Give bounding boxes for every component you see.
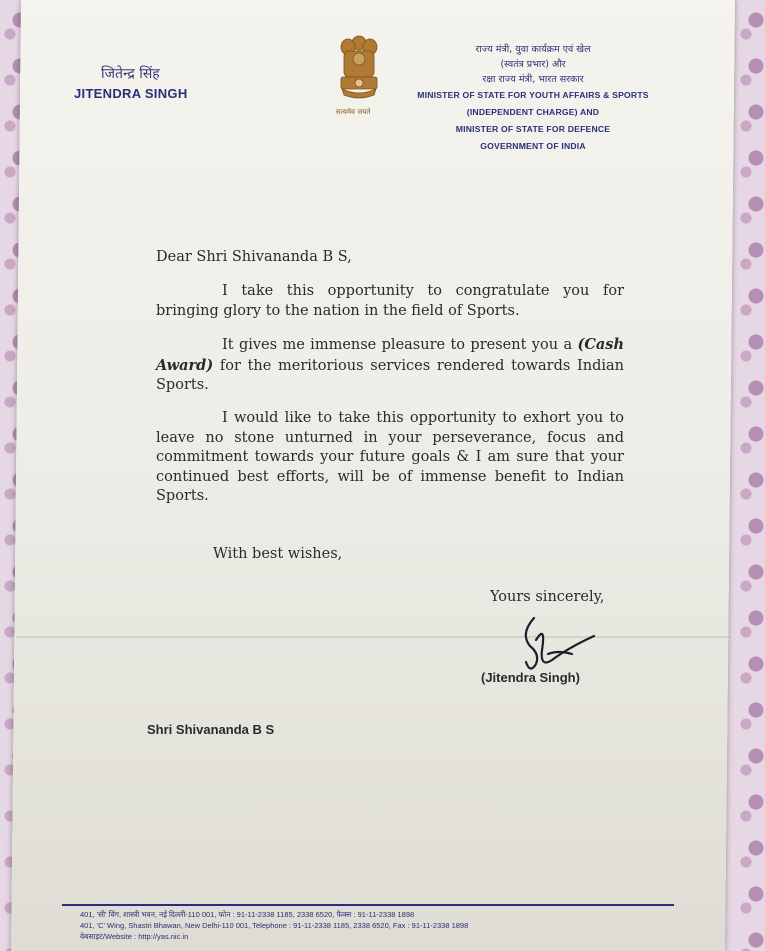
paper-fold-line	[16, 636, 730, 638]
footer-website: वेबसाइट/Website : http://yas.nic.in	[80, 932, 189, 941]
paragraph-cash-award	[156, 335, 624, 396]
designation-english-3: MINISTER OF STATE FOR DEFENCE	[455, 124, 611, 134]
national-emblem-icon	[334, 33, 384, 113]
closing-sincerely: Yours sincerely,	[490, 589, 605, 605]
emblem-caption: सत्यमेव जयते	[336, 108, 371, 116]
sender-name-hindi: जितेन्द्र सिंह	[101, 66, 160, 82]
designation-english-1: MINISTER OF STATE FOR YOUTH AFFAIRS & SPORTS	[417, 90, 649, 100]
paragraph-exhortation: I would like to take this opportunity to exhort you to leave no stone unturned in your perseverance, focus and commitment towards your future goals & I am sure that your continued best efforts, will be of immense benefit to Indian Sports.	[156, 410, 624, 504]
footer-line-hindi: 401, 'सी' विंग, शास्त्री भवन, नई दिल्ली-110 001, फोन : 91-11-2338 1185, 2338 6520, फैक्स : 91-11-2338 1898	[80, 910, 415, 919]
recipient-name: Shri Shivananda B S	[147, 722, 275, 737]
signer-name: (Jitendra Singh)	[481, 670, 580, 685]
paragraph-congratulations: I take this opportunity to congratulate you for bringing glory to the nation in the field of Sports.	[156, 283, 624, 319]
closing-wishes: With best wishes,	[213, 546, 343, 562]
footer-line-english: 401, 'C' Wing, Shastri Bhawan, New Delhi-110 001, Telephone : 91-11-2338 1185, 2338 6520, Fax : 91-11-2338 1898	[80, 921, 469, 930]
para2-text-after: for the meritorious services rendered towards Indian Sports.	[156, 357, 624, 393]
cash-award-emphasis: (Cash Award)	[156, 336, 624, 374]
designation-hindi-3: रक्षा राज्य मंत्री, भारत सरकार	[482, 74, 584, 85]
salutation: Dear Shri Shivananda B S,	[156, 249, 352, 265]
designation-english-2: (INDEPENDENT CHARGE) AND	[466, 107, 600, 117]
designation-hindi-1: राज्य मंत्री, युवा कार्यक्रम एवं खेल	[475, 44, 591, 55]
designation-english-4: GOVERNMENT OF INDIA	[480, 141, 586, 151]
sender-name-english: JITENDRA SINGH	[74, 86, 188, 101]
designation-hindi-2: (स्वतंत्र प्रभार) और	[500, 59, 566, 70]
footer-divider	[62, 904, 674, 906]
para2-text-before: It gives me immense pleasure to present you a	[222, 337, 578, 353]
sender-designation	[408, 42, 658, 155]
footer-address	[80, 909, 680, 942]
